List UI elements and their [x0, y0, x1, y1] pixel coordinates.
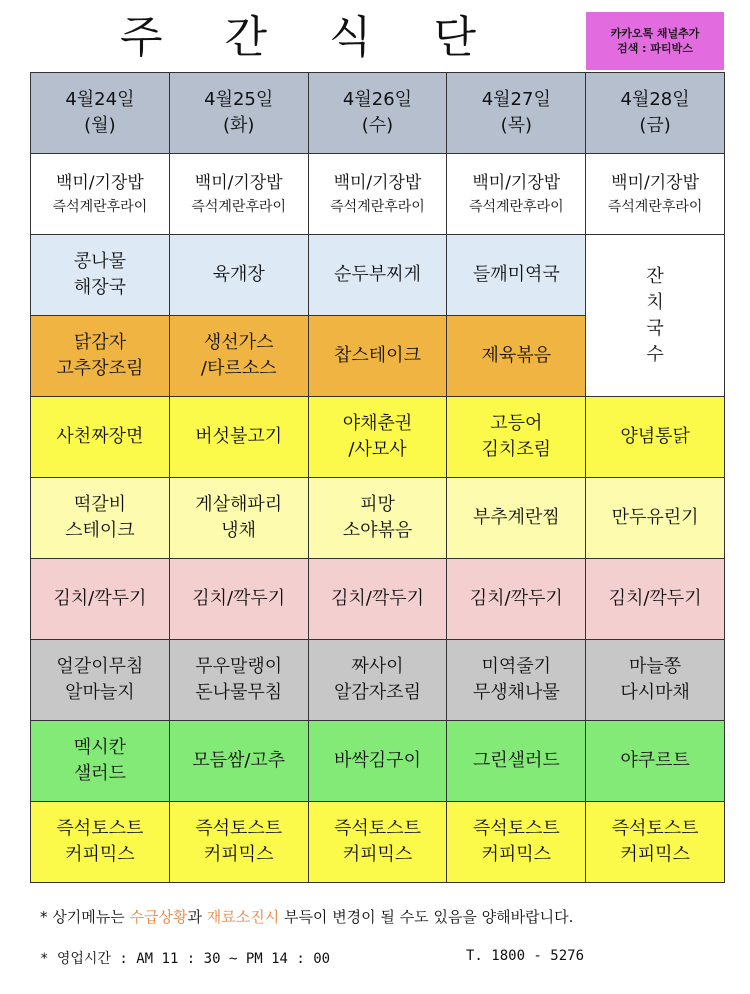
menu-cell: 버섯불고기	[169, 397, 308, 478]
side-dish-row-1	[31, 397, 725, 478]
badge-line-1: 카카오톡 채널추가	[610, 27, 700, 40]
menu-cell: 피망 소야볶음	[308, 478, 447, 559]
menu-cell: 사천짜장면	[31, 397, 170, 478]
menu-cell: 즉석토스트 커피믹스	[169, 802, 308, 883]
weekly-menu-table	[30, 72, 725, 883]
notes	[40, 904, 740, 930]
menu-cell: 즉석토스트 커피믹스	[31, 802, 170, 883]
menu-cell: 무우말랭이 돈나물무침	[169, 640, 308, 721]
kakao-channel-badge	[586, 12, 724, 70]
day-header: 4월25일 (화)	[169, 73, 308, 154]
menu-cell: 그린샐러드	[447, 721, 586, 802]
menu-cell: 모듬쌈/고추	[169, 721, 308, 802]
menu-cell: 닭감자 고추장조림	[31, 316, 170, 397]
side-dish-row-2	[31, 478, 725, 559]
menu-cell: 제육볶음	[447, 316, 586, 397]
day-header: 4월28일 (금)	[586, 73, 725, 154]
menu-cell: 고등어 김치조림	[447, 397, 586, 478]
menu-cell: 마늘쫑 다시마채	[586, 640, 725, 721]
day-header: 4월24일 (월)	[31, 73, 170, 154]
menu-cell: 얼갈이무침 알마늘지	[31, 640, 170, 721]
menu-cell: 즉석토스트 커피믹스	[308, 802, 447, 883]
menu-cell: 미역줄기 무생채나물	[447, 640, 586, 721]
menu-cell: 김치/깍두기	[447, 559, 586, 640]
menu-cell: 만두유린기	[586, 478, 725, 559]
menu-cell: 백미/기장밥 즉석계란후라이	[308, 154, 447, 235]
side-dish-row-3	[31, 640, 725, 721]
highlight-stock: 재료소진시	[206, 908, 280, 926]
menu-cell: 백미/기장밥 즉석계란후라이	[586, 154, 725, 235]
business-hours: * 영업시간 : AM 11 : 30 ~ PM 14 : 00	[40, 951, 331, 967]
header-row	[31, 73, 725, 154]
menu-cell: 부추계란찜	[447, 478, 586, 559]
menu-cell: 순두부찌게	[308, 235, 447, 316]
toast-row	[31, 802, 725, 883]
menu-cell: 찹스테이크	[308, 316, 447, 397]
menu-cell: 김치/깍두기	[169, 559, 308, 640]
menu-cell: 김치/깍두기	[586, 559, 725, 640]
soup-row	[31, 235, 725, 316]
menu-cell: 백미/기장밥 즉석계란후라이	[31, 154, 170, 235]
menu-cell: 백미/기장밥 즉석계란후라이	[169, 154, 308, 235]
menu-cell: 콩나물 해장국	[31, 235, 170, 316]
day-header: 4월26일 (수)	[308, 73, 447, 154]
menu-cell: 김치/깍두기	[31, 559, 170, 640]
menu-cell: 양념통닭	[586, 397, 725, 478]
menu-cell: 들깨미역국	[447, 235, 586, 316]
salad-row	[31, 721, 725, 802]
menu-cell-noodle: 잔 치 국 수	[586, 235, 725, 397]
page-title: 주 간 식 단	[120, 12, 500, 63]
menu-cell: 백미/기장밥 즉석계란후라이	[447, 154, 586, 235]
rice-row	[31, 154, 725, 235]
menu-cell: 즉석토스트 커피믹스	[447, 802, 586, 883]
change-notice: * 상기메뉴는 수급상황과 재료소진시 부득이 변경이 될 수도 있음을 양해바랍니다.	[40, 908, 574, 926]
day-header: 4월27일 (목)	[447, 73, 586, 154]
menu-cell: 생선가스 /타르소스	[169, 316, 308, 397]
menu-cell: 김치/깍두기	[308, 559, 447, 640]
menu-cell: 야쿠르트	[586, 721, 725, 802]
badge-line-2: 검색 : 파티박스	[617, 42, 693, 55]
menu-cell: 짜사이 알감자조림	[308, 640, 447, 721]
menu-cell: 멕시칸 샐러드	[31, 721, 170, 802]
menu-cell: 바싹김구이	[308, 721, 447, 802]
kimchi-row	[31, 559, 725, 640]
phone-number: T. 1800 - 5276	[466, 948, 585, 964]
menu-cell: 떡갈비 스테이크	[31, 478, 170, 559]
highlight-supply: 수급상황	[129, 908, 188, 926]
menu-cell: 게살해파리 냉채	[169, 478, 308, 559]
menu-cell: 즉석토스트 커피믹스	[586, 802, 725, 883]
menu-cell: 야채춘권 /사모사	[308, 397, 447, 478]
menu-cell: 육개장	[169, 235, 308, 316]
